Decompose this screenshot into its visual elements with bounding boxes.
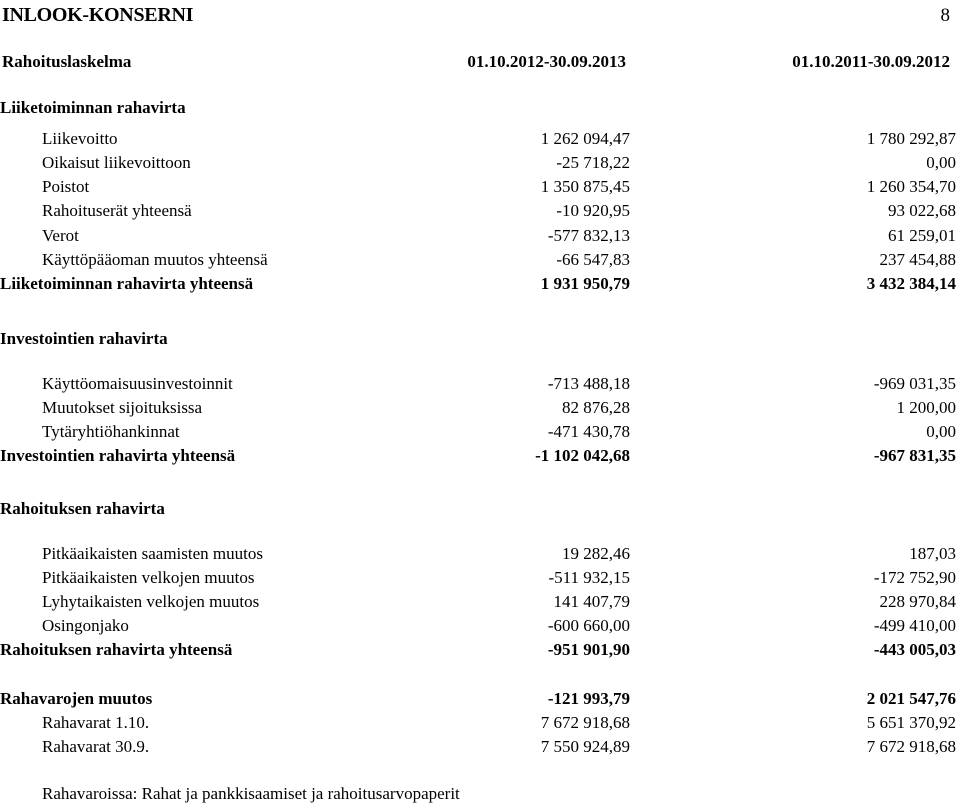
table-row xyxy=(0,372,960,396)
row-label: Rahavarojen muutos xyxy=(0,689,153,708)
table-row xyxy=(0,566,960,590)
section-heading-investing: Investointien rahavirta xyxy=(0,329,168,348)
table-row xyxy=(0,175,960,199)
row-label: Rahavarat 1.10. xyxy=(42,713,150,732)
value-previous: 7 672 918,68 xyxy=(866,737,956,756)
value-previous: 237 454,88 xyxy=(879,250,956,269)
statement-title: Rahoituslaskelma xyxy=(2,52,132,71)
value-previous: 0,00 xyxy=(926,422,956,441)
total-row-operating xyxy=(0,272,960,296)
period-current-header: 01.10.2012-30.09.2013 xyxy=(467,52,626,71)
value-current: 7 550 924,89 xyxy=(540,737,630,756)
value-current: 19 282,46 xyxy=(562,544,630,563)
value-previous: -969 031,35 xyxy=(873,374,956,393)
row-label: Verot xyxy=(42,226,79,245)
table-row xyxy=(0,224,960,248)
row-label: Käyttöpääoman muutos yhteensä xyxy=(42,250,268,269)
value-previous: 2 021 547,76 xyxy=(866,689,956,708)
section-heading-operating: Liiketoiminnan rahavirta xyxy=(0,98,186,117)
value-previous: 61 259,01 xyxy=(888,226,956,245)
value-previous: 1 260 354,70 xyxy=(866,177,956,196)
value-current: -121 993,79 xyxy=(547,689,630,708)
table-row xyxy=(0,396,960,420)
value-current: 1 262 094,47 xyxy=(540,129,630,148)
total-row-investing xyxy=(0,444,960,468)
table-row xyxy=(0,542,960,566)
value-current: -577 832,13 xyxy=(547,226,630,245)
value-previous: 187,03 xyxy=(909,544,956,563)
row-label: Käyttöomaisuusinvestoinnit xyxy=(42,374,233,393)
value-current: 1 350 875,45 xyxy=(540,177,630,196)
table-row xyxy=(0,590,960,614)
value-current: -511 932,15 xyxy=(548,568,630,587)
total-row-financing xyxy=(0,638,960,662)
footnote: Rahavaroissa: Rahat ja pankkisaamiset ja rahoitusarvopaperit xyxy=(42,784,460,803)
value-current: 82 876,28 xyxy=(562,398,630,417)
table-row xyxy=(0,420,960,444)
company-title: INLOOK-KONSERNI xyxy=(2,4,194,26)
value-current: -471 430,78 xyxy=(547,422,630,441)
value-previous: -967 831,35 xyxy=(873,446,956,465)
table-row xyxy=(0,735,960,759)
row-label: Poistot xyxy=(42,177,90,196)
value-previous: -443 005,03 xyxy=(873,640,956,659)
value-current: -951 901,90 xyxy=(547,640,630,659)
value-previous: -172 752,90 xyxy=(873,568,956,587)
row-label: Rahoituserät yhteensä xyxy=(42,201,192,220)
value-previous: 1 200,00 xyxy=(896,398,956,417)
row-label: Osingonjako xyxy=(42,616,129,635)
table-row xyxy=(0,248,960,272)
value-current: 141 407,79 xyxy=(553,592,630,611)
row-label: Tytäryhtiöhankinnat xyxy=(42,422,180,441)
table-row xyxy=(0,614,960,638)
row-label: Rahoituksen rahavirta yhteensä xyxy=(0,640,233,659)
value-current: -1 102 042,68 xyxy=(535,446,630,465)
row-label: Liikevoitto xyxy=(42,129,118,148)
value-current: -10 920,95 xyxy=(556,201,630,220)
page-number: 8 xyxy=(940,5,950,26)
row-label: Muutokset sijoituksissa xyxy=(42,398,203,417)
value-current: 7 672 918,68 xyxy=(540,713,630,732)
table-row xyxy=(0,127,960,151)
value-current: -713 488,18 xyxy=(547,374,630,393)
value-previous: -499 410,00 xyxy=(873,616,956,635)
value-previous: 93 022,68 xyxy=(888,201,956,220)
section-heading-financing: Rahoituksen rahavirta xyxy=(0,499,165,518)
row-label: Pitkäaikaisten velkojen muutos xyxy=(42,568,255,587)
value-current: 1 931 950,79 xyxy=(540,274,630,293)
table-row xyxy=(0,151,960,175)
value-previous: 5 651 370,92 xyxy=(866,713,956,732)
row-label: Pitkäaikaisten saamisten muutos xyxy=(42,544,263,563)
table-row xyxy=(0,711,960,735)
value-previous: 0,00 xyxy=(926,153,956,172)
row-label: Liiketoiminnan rahavirta yhteensä xyxy=(0,274,254,293)
row-label: Investointien rahavirta yhteensä xyxy=(0,446,236,465)
value-current: -600 660,00 xyxy=(547,616,630,635)
value-previous: 228 970,84 xyxy=(879,592,956,611)
row-label: Oikaisut liikevoittoon xyxy=(42,153,191,172)
total-row-cash-change xyxy=(0,687,960,711)
row-label: Lyhytaikaisten velkojen muutos xyxy=(42,592,260,611)
value-current: -66 547,83 xyxy=(556,250,630,269)
row-label: Rahavarat 30.9. xyxy=(42,737,150,756)
period-previous-header: 01.10.2011-30.09.2012 xyxy=(792,52,950,71)
value-previous: 1 780 292,87 xyxy=(866,129,956,148)
table-row xyxy=(0,199,960,223)
value-previous: 3 432 384,14 xyxy=(866,274,956,293)
value-current: -25 718,22 xyxy=(556,153,630,172)
